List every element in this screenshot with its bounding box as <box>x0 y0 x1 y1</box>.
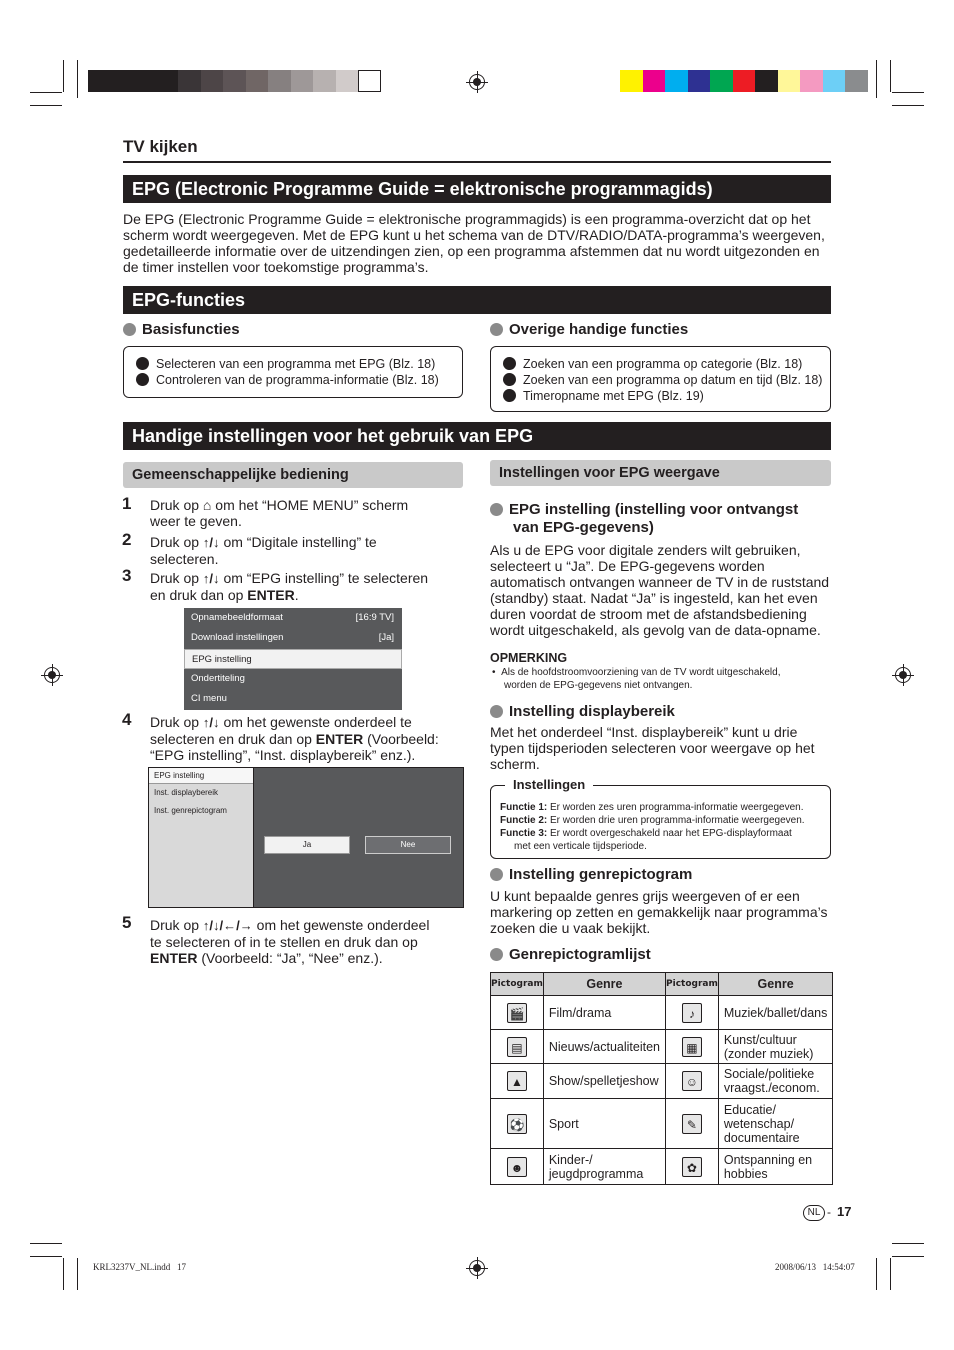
color-swatch <box>358 70 381 92</box>
crop-mark <box>890 1258 891 1290</box>
color-swatch <box>823 70 846 92</box>
section-title: TV kijken <box>123 137 198 156</box>
sport-icon: ⚽ <box>507 1114 527 1134</box>
genrepictogram-heading: Instelling genrepictogram <box>490 866 692 883</box>
crop-mark <box>63 60 64 92</box>
color-swatch <box>620 70 643 92</box>
epg-instelling-text: Als u de EPG voor digitale zenders wilt gebruiken, selecteert u “Ja”. De EPG-gegevens worden automatisch ontvangen wanneer de TV in de ruststand (standby) staat. Nadat “Ja” is ingesteld, kan het even duren voordat de stroom met de afstandsbediening wordt uitgeschakeld, als gevolg van de data-opname. <box>490 542 830 638</box>
overige-functies-heading: Overige handige functies <box>490 321 688 338</box>
genre-icon-cell <box>666 1099 719 1149</box>
genre-icon-table <box>490 972 833 1185</box>
bullet-icon <box>123 323 136 336</box>
table-row <box>491 1099 833 1149</box>
color-swatch <box>246 70 269 92</box>
menu-left-panel <box>149 768 254 907</box>
step-1-text: Druk op ⌂ om het “HOME MENU” scherm weer te geven. <box>150 497 409 529</box>
page-separator: - <box>827 1205 831 1219</box>
list-item: Timeropname met EPG (Blz. 19) <box>503 388 704 404</box>
menu-item: Opnamebeeldformaat [16:9 TV] <box>191 612 394 623</box>
crop-mark <box>876 60 877 98</box>
crop-mark <box>30 92 62 93</box>
epg-setting-menu-screenshot <box>148 767 464 908</box>
genre-icon-cell <box>491 1064 544 1099</box>
genre-icon-cell <box>666 1030 719 1064</box>
list-item: Zoeken van een programma op categorie (Blz. 18) <box>503 356 802 372</box>
arts-icon: ▦ <box>682 1037 702 1057</box>
color-swatch <box>201 70 224 92</box>
bullet-icon <box>136 357 149 370</box>
genre-cell: Nieuws/actualiteiten <box>543 1030 665 1064</box>
crop-mark <box>876 1258 877 1290</box>
color-swatch <box>845 70 868 92</box>
menu-item-selected: EPG instelling <box>149 768 253 784</box>
epg-weergave-heading: Instellingen voor EPG weergave <box>490 460 831 486</box>
genre-icon-cell <box>491 996 544 1030</box>
up-down-arrow-icon: ↑/↓ <box>202 535 220 550</box>
crop-mark <box>892 1243 924 1244</box>
genre-icon-cell <box>666 996 719 1030</box>
hobby-icon: ✿ <box>682 1157 702 1177</box>
registration-mark-icon <box>895 667 911 683</box>
page-number: 17 <box>837 1204 852 1219</box>
step-5-text: Druk op ↑/↓/←/→ om het gewenste onderdeel te selecteren of in te stellen en druk dan op ENTER (Voorbeeld: “Ja”, “Nee” enz.). <box>150 917 430 966</box>
no-option: Nee <box>365 836 451 854</box>
menu-item: Inst. displaybereik <box>154 788 219 797</box>
genrepictogram-text: U kunt bepaalde genres grijs weergeven of er een markering op zetten en gemakkelijk naar programma’s zoeken die u vaak bekijkt. <box>490 888 828 936</box>
crop-mark <box>77 60 78 98</box>
education-icon: ✎ <box>682 1114 702 1134</box>
genre-cell: Educatie/ wetenschap/ documentaire <box>718 1099 833 1149</box>
genre-cell: Kinder-/ jeugdprogramma <box>543 1149 665 1185</box>
bullet-icon <box>503 357 516 370</box>
list-item: Selecteren van een programma met EPG (Blz. 18) <box>136 356 435 372</box>
news-icon: ▤ <box>507 1037 527 1057</box>
crop-mark <box>30 1243 62 1244</box>
epg-instelling-heading: EPG instelling (instelling voor ontvangst van EPG-gegevens) <box>490 501 831 537</box>
crop-mark <box>63 1258 64 1290</box>
crop-mark <box>892 1256 924 1257</box>
displaybereik-heading: Instelling displaybereik <box>490 703 675 720</box>
bullet-icon <box>490 323 503 336</box>
show-icon: ▲ <box>507 1071 527 1091</box>
color-swatch <box>688 70 711 92</box>
color-swatch <box>111 70 134 92</box>
menu-item: CI menu <box>191 693 227 704</box>
genre-cell: Film/drama <box>543 996 665 1030</box>
color-swatch <box>755 70 778 92</box>
color-swatch <box>88 70 111 92</box>
crop-mark <box>77 1258 78 1290</box>
instellingen-box <box>490 777 831 859</box>
color-swatch <box>665 70 688 92</box>
registration-mark-icon <box>469 74 485 90</box>
film-icon: 🎬 <box>507 1003 527 1023</box>
instellingen-heading: Instellingen <box>505 777 593 792</box>
color-swatch <box>291 70 314 92</box>
gemeenschappelijke-bediening-heading: Gemeenschappelijke bediening <box>123 462 463 488</box>
column-header: Pictogram <box>666 973 719 996</box>
genre-icon-cell <box>491 1030 544 1064</box>
genre-cell: Sport <box>543 1099 665 1149</box>
social-icon: ☺ <box>682 1071 702 1091</box>
epg-intro-text: De EPG (Electronic Programme Guide = elektronische programmagids) is een programma-overzicht dat op het scherm wordt weergegeven. Met de EPG kunt u het schema van de DTV/RADIO/DATA-programma’s weergeven, gedetailleerde informatie over de uitzendingen zien, op een programma afstemmen dat nu wordt uitgezonden en de timer instellen voor toekomstige programma’s. <box>123 211 825 275</box>
crop-mark <box>892 105 924 106</box>
color-swatch <box>800 70 823 92</box>
genre-cell: Muziek/ballet/dans <box>718 996 833 1030</box>
crop-mark <box>890 60 891 92</box>
registration-mark-icon <box>469 1260 485 1276</box>
registration-mark-icon <box>44 667 60 683</box>
column-header: Genre <box>718 973 833 996</box>
table-row <box>491 996 833 1030</box>
list-item: Zoeken van een programma op datum en tijd (Blz. 18) <box>503 372 822 388</box>
table-row <box>491 1030 833 1064</box>
table-row <box>491 1064 833 1099</box>
step-4-text: Druk op ↑/↓ om het gewenste onderdeel te selecteren en druk dan op ENTER (Voorbeeld: “EPG instelling”, “Inst. displaybereik” enz.). <box>150 714 439 763</box>
color-swatch <box>268 70 291 92</box>
color-swatch <box>733 70 756 92</box>
genre-cell: Ontspanning en hobbies <box>718 1149 833 1185</box>
displaybereik-text: Met het onderdeel “Inst. displaybereik” kunt u drie typen tijdsperioden selecteren voor weergave op het scherm. <box>490 724 815 772</box>
step-number: 1 <box>122 494 132 513</box>
menu-item: Download instellingen [Ja] <box>191 632 394 643</box>
digital-setup-menu-screenshot <box>184 608 402 710</box>
bullet-icon <box>490 948 503 961</box>
crop-mark <box>892 92 924 93</box>
bullet-icon <box>136 373 149 386</box>
print-date: 2008/06/13 14:54:07 <box>775 1262 855 1272</box>
bullet-icon <box>503 389 516 402</box>
crop-mark <box>30 105 62 106</box>
note-text: • Als de hoofdstroomvoorziening van de TV wordt uitgeschakeld, worden de EPG-gegevens niet ontvangen. <box>492 667 781 691</box>
step-2-text: Druk op ↑/↓ om “Digitale instelling” te selecteren. <box>150 534 377 567</box>
color-swatch <box>313 70 336 92</box>
file-name: KRL3237V_NL.indd 17 <box>93 1262 186 1272</box>
children-icon: ☻ <box>507 1157 527 1177</box>
color-swatch <box>223 70 246 92</box>
arrow-keys-icon: ↑/↓/←/→ <box>202 918 253 933</box>
column-header: Pictogram <box>491 973 544 996</box>
overige-functies-box <box>490 346 831 412</box>
bullet-icon <box>490 503 503 516</box>
color-swatch <box>643 70 666 92</box>
epg-title-bar: EPG (Electronic Programme Guide = elektronische programmagids) <box>123 175 831 203</box>
menu-item-selected: EPG instelling <box>184 649 402 669</box>
step-number: 4 <box>122 710 132 729</box>
step-number: 2 <box>122 530 132 549</box>
basisfuncties-heading: Basisfuncties <box>123 321 240 338</box>
note-heading: OPMERKING <box>490 651 568 665</box>
genre-cell: Sociale/politieke vraagst./econom. <box>718 1064 833 1099</box>
step-number: 5 <box>122 913 132 932</box>
color-swatch <box>178 70 201 92</box>
music-icon: ♪ <box>682 1003 702 1023</box>
bullet-icon <box>490 705 503 718</box>
table-row <box>491 1149 833 1185</box>
genre-icon-cell <box>666 1064 719 1099</box>
color-swatch <box>710 70 733 92</box>
menu-item: Ondertiteling <box>191 673 245 684</box>
list-item: Controleren van de programma-informatie (Blz. 18) <box>136 372 439 388</box>
genre-cell: Kunst/cultuur (zonder muziek) <box>718 1030 833 1064</box>
step-3-text: Druk op ↑/↓ om “EPG instelling” te selecteren en druk dan op ENTER. <box>150 570 429 603</box>
genre-cell: Show/spelletjeshow <box>543 1064 665 1099</box>
color-swatch <box>778 70 801 92</box>
bullet-icon <box>490 868 503 881</box>
language-badge: NL <box>803 1205 825 1221</box>
functies-title-bar: EPG-functies <box>123 286 831 314</box>
yes-option: Ja <box>264 836 350 854</box>
menu-item: Inst. genrepictogram <box>154 806 227 815</box>
handige-title-bar: Handige instellingen voor het gebruik van EPG <box>123 422 831 450</box>
color-swatch <box>133 70 156 92</box>
genrelijst-heading: Genrepictogramlijst <box>490 946 651 963</box>
column-header: Genre <box>543 973 665 996</box>
genre-icon-cell <box>491 1149 544 1185</box>
color-swatch <box>336 70 359 92</box>
instellingen-list: Functie 1: Er worden zes uren programma-informatie weergegeven. Functie 2: Er worden drie uren programma-informatie weergegeven. Functie 3: Er wordt overgeschakeld naar het EPG-displayformaat met een verticale tijdsperiode. <box>500 802 805 852</box>
header-rule <box>123 161 831 163</box>
up-down-arrow-icon: ↑/↓ <box>202 715 220 730</box>
bullet-icon <box>503 373 516 386</box>
basisfuncties-box <box>123 346 463 398</box>
crop-mark <box>30 1256 62 1257</box>
step-number: 3 <box>122 566 132 585</box>
genre-icon-cell <box>666 1149 719 1185</box>
up-down-arrow-icon: ↑/↓ <box>202 571 220 586</box>
home-icon: ⌂ <box>202 497 212 513</box>
color-swatch <box>156 70 179 92</box>
genre-icon-cell <box>491 1099 544 1149</box>
